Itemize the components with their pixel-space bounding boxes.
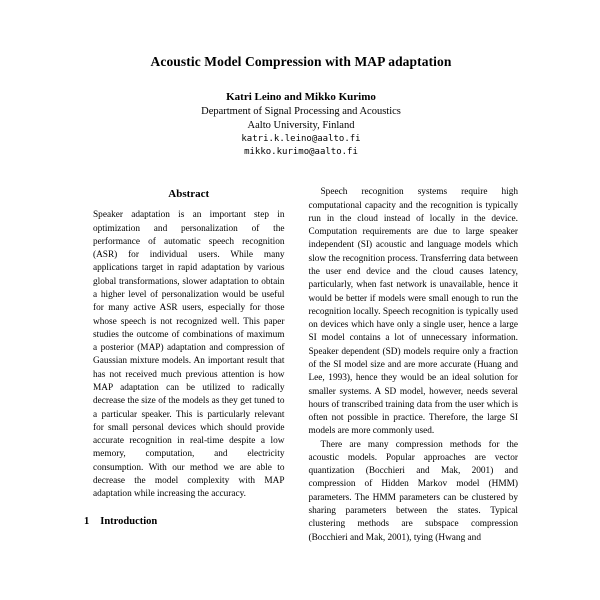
author-email-2: mikko.kurimo@aalto.fi	[244, 147, 358, 158]
two-column-body	[84, 186, 518, 545]
section-1-heading	[84, 516, 294, 527]
author-email-1: katri.k.leino@aalto.fi	[241, 134, 361, 145]
affiliation-department: Department of Signal Processing and Acoustics	[201, 105, 401, 117]
left-column	[84, 186, 294, 545]
section-1-number: 1	[84, 516, 90, 528]
affiliation-university: Aalto University, Finland	[247, 120, 355, 132]
paper-title: Acoustic Model Compression with MAP adaptation	[150, 54, 452, 69]
section-1-title: Introduction	[100, 516, 158, 528]
author-block	[84, 90, 518, 159]
right-column	[309, 186, 519, 545]
intro-paragraph-2: There are many compression methods for the acoustic models. Popular approaches are vector quantization (Bocchieri and Mak, 2001) and compression of Hidden Markov model (HMM) parameters. The HMM parameters can be clustered by sharing parameters between the states. Typical clustering methods are subspace compression (Bocchieri and Mak, 2001), tying (Hwang and	[308, 439, 518, 543]
intro-paragraph-1: Speech recognition systems require high computational capacity and the recognition is typically run in the cloud instead of locally in the device. Computation requirements are due to large speaker independent (SI) acoustic and language models which slow the recognition process. Transferring data between the user end device and the cloud causes latency, particularly, when fast network is unavailable, hence it would be better if models were small enough to run the recognition locally. Speech recognition is typically used on devices which have only a single user, hence a large SI model contains a lot of unnecessary information. Speaker dependent (SD) models require only a fraction of the SI model size and are more accurate (Huang and Lee, 1993), hence they would be an ideal solution for smaller systems. A SD model, however, needs several hours of transcribed training data from the user which is often not possible in practice. Therefore, the large SI models are more commonly used.	[308, 187, 518, 437]
abstract-text: Speaker adaptation is an important step in optimization and personalization of the performance of automatic speech recognition (ASR) for individual users. While many applications target in rapid adaptation by various global transformations, slower adaptation to obtain a higher level of personalization would be useful for many active ASR users, especially for those whose speech is not recognized well. This paper studies the outcome of combinations of maximum a posterior (MAP) adaptation and compression of Gaussian mixture models. An important result that has not received much previous attention is how MAP adaptation can be utilized to radically decrease the size of the models as they get tuned to a particular speaker. This is particularly relevant for small personal devices which should provide accurate recognition in real-time despite a low memory, computation, and electricity consumption. With our method we are able to decrease the model complexity with MAP adaptation while increasing the accuracy.	[93, 210, 285, 500]
author-names: Katri Leino and Mikko Kurimo	[226, 91, 376, 103]
abstract-heading: Abstract	[168, 188, 210, 201]
